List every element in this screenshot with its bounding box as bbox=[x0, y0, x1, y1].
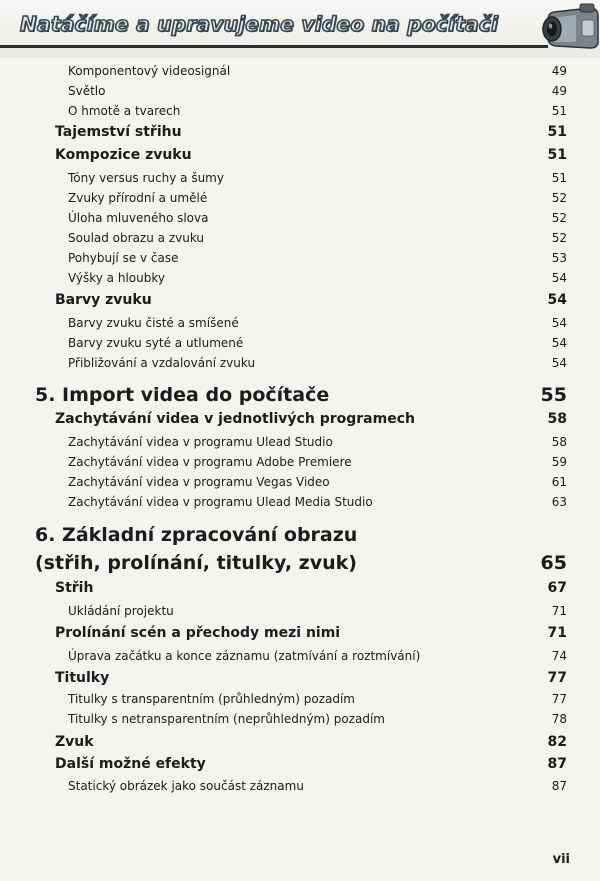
toc-section-page: 71 bbox=[547, 625, 567, 641]
toc-entry-title: Barvy zvuku čisté a smíšené bbox=[68, 316, 239, 330]
toc-entry-page: 63 bbox=[551, 495, 567, 509]
video-camera-icon bbox=[540, 2, 600, 56]
toc-entry-page: 71 bbox=[551, 604, 567, 618]
toc-section-page: 54 bbox=[547, 292, 567, 308]
toc-entry-page: 77 bbox=[551, 692, 567, 706]
toc-entry-title: Titulky s transparentním (průhledným) pozadím bbox=[68, 692, 355, 706]
toc-section-page: 77 bbox=[547, 670, 567, 686]
toc-entry-page: 61 bbox=[551, 475, 567, 489]
toc-entry-title: Zvuky přírodní a umělé bbox=[68, 191, 208, 205]
header-rule bbox=[0, 45, 548, 48]
toc-entry-title: Ukládání projektu bbox=[68, 604, 174, 618]
toc-section-title: Zachytávání videa v jednotlivých programech bbox=[55, 411, 415, 427]
toc-entry-page: 51 bbox=[551, 104, 567, 118]
toc-section-title: Další možné efekty bbox=[55, 756, 206, 772]
toc-entry-title: Pohybují se v čase bbox=[68, 251, 179, 265]
toc-section-page: 58 bbox=[547, 411, 567, 427]
toc-entry-page: 49 bbox=[551, 64, 567, 78]
running-header bbox=[0, 0, 600, 58]
toc-section-page: 87 bbox=[547, 756, 567, 772]
toc-entry-title: Přibližování a vzdalování zvuku bbox=[68, 356, 256, 370]
toc-section-page: 51 bbox=[547, 147, 567, 163]
toc-entry-title: Statický obrázek jako součást záznamu bbox=[68, 779, 304, 793]
toc-entry-page: 54 bbox=[551, 316, 567, 330]
toc-entry-page: 51 bbox=[551, 171, 567, 185]
toc-section-page: 67 bbox=[547, 580, 567, 596]
toc-section-title: Kompozice zvuku bbox=[55, 147, 192, 163]
toc-entry-page: 49 bbox=[551, 84, 567, 98]
toc-entry-title: Výšky a hloubky bbox=[68, 271, 165, 285]
toc-entry-title: Tóny versus ruchy a šumy bbox=[68, 171, 224, 185]
toc-entry-page: 58 bbox=[551, 435, 567, 449]
toc-chapter-title: (střih, prolínání, titulky, zvuk) bbox=[35, 552, 357, 574]
toc-entry-title: Úprava začátku a konce záznamu (zatmívání a roztmívání) bbox=[68, 649, 421, 663]
toc-section-title: Zvuk bbox=[55, 734, 94, 750]
toc-section-title: Titulky bbox=[55, 670, 110, 686]
toc-section-title: Prolínání scén a přechody mezi nimi bbox=[55, 625, 341, 641]
toc-entry-page: 59 bbox=[551, 455, 567, 469]
toc-entry-title: Titulky s netransparentním (neprůhledným) pozadím bbox=[68, 712, 385, 726]
toc-entry-title: Zachytávání videa v programu Adobe Premiere bbox=[68, 455, 352, 469]
toc-entry-title: Barvy zvuku syté a utlumené bbox=[68, 336, 244, 350]
toc-entry-page: 53 bbox=[551, 251, 567, 265]
toc-section-page: 51 bbox=[547, 124, 567, 140]
toc-entry-title: Světlo bbox=[68, 84, 106, 98]
page-number: vii bbox=[552, 852, 570, 867]
toc-entry-title: Komponentový videosignál bbox=[68, 64, 231, 78]
toc-chapter-page: 55 bbox=[540, 384, 567, 406]
toc-section-title: Střih bbox=[55, 580, 94, 596]
toc-entry-page: 74 bbox=[551, 649, 567, 663]
toc-entry-title: Zachytávání videa v programu Ulead Media Studio bbox=[68, 495, 373, 509]
toc-entry-page: 54 bbox=[551, 356, 567, 370]
toc-chapter-page: 65 bbox=[540, 552, 567, 574]
toc-entry-title: Zachytávání videa v programu Vegas Video bbox=[68, 475, 330, 489]
toc-entry-title: O hmotě a tvarech bbox=[68, 104, 181, 118]
toc-entry-page: 87 bbox=[551, 779, 567, 793]
toc-entry-page: 78 bbox=[551, 712, 567, 726]
toc-entry-title: Soulad obrazu a zvuku bbox=[68, 231, 205, 245]
toc-section-title: Barvy zvuku bbox=[55, 292, 152, 308]
toc-entry-title: Úloha mluveného slova bbox=[68, 211, 209, 225]
toc-entry-page: 52 bbox=[551, 191, 567, 205]
toc-entry-page: 54 bbox=[551, 336, 567, 350]
toc-entry-page: 52 bbox=[551, 211, 567, 225]
toc-entry-title: Zachytávání videa v programu Ulead Studio bbox=[68, 435, 333, 449]
toc-section-title: Tajemství střihu bbox=[55, 124, 182, 140]
toc-entry-page: 54 bbox=[551, 271, 567, 285]
toc-chapter-title: 6. Základní zpracování obrazu bbox=[35, 524, 358, 546]
toc-chapter-title: 5. Import videa do počítače bbox=[35, 384, 330, 406]
toc-section-page: 82 bbox=[547, 734, 567, 750]
toc-entry-page: 52 bbox=[551, 231, 567, 245]
running-header-title: Natáčíme a upravujeme video na počítači bbox=[20, 12, 499, 36]
